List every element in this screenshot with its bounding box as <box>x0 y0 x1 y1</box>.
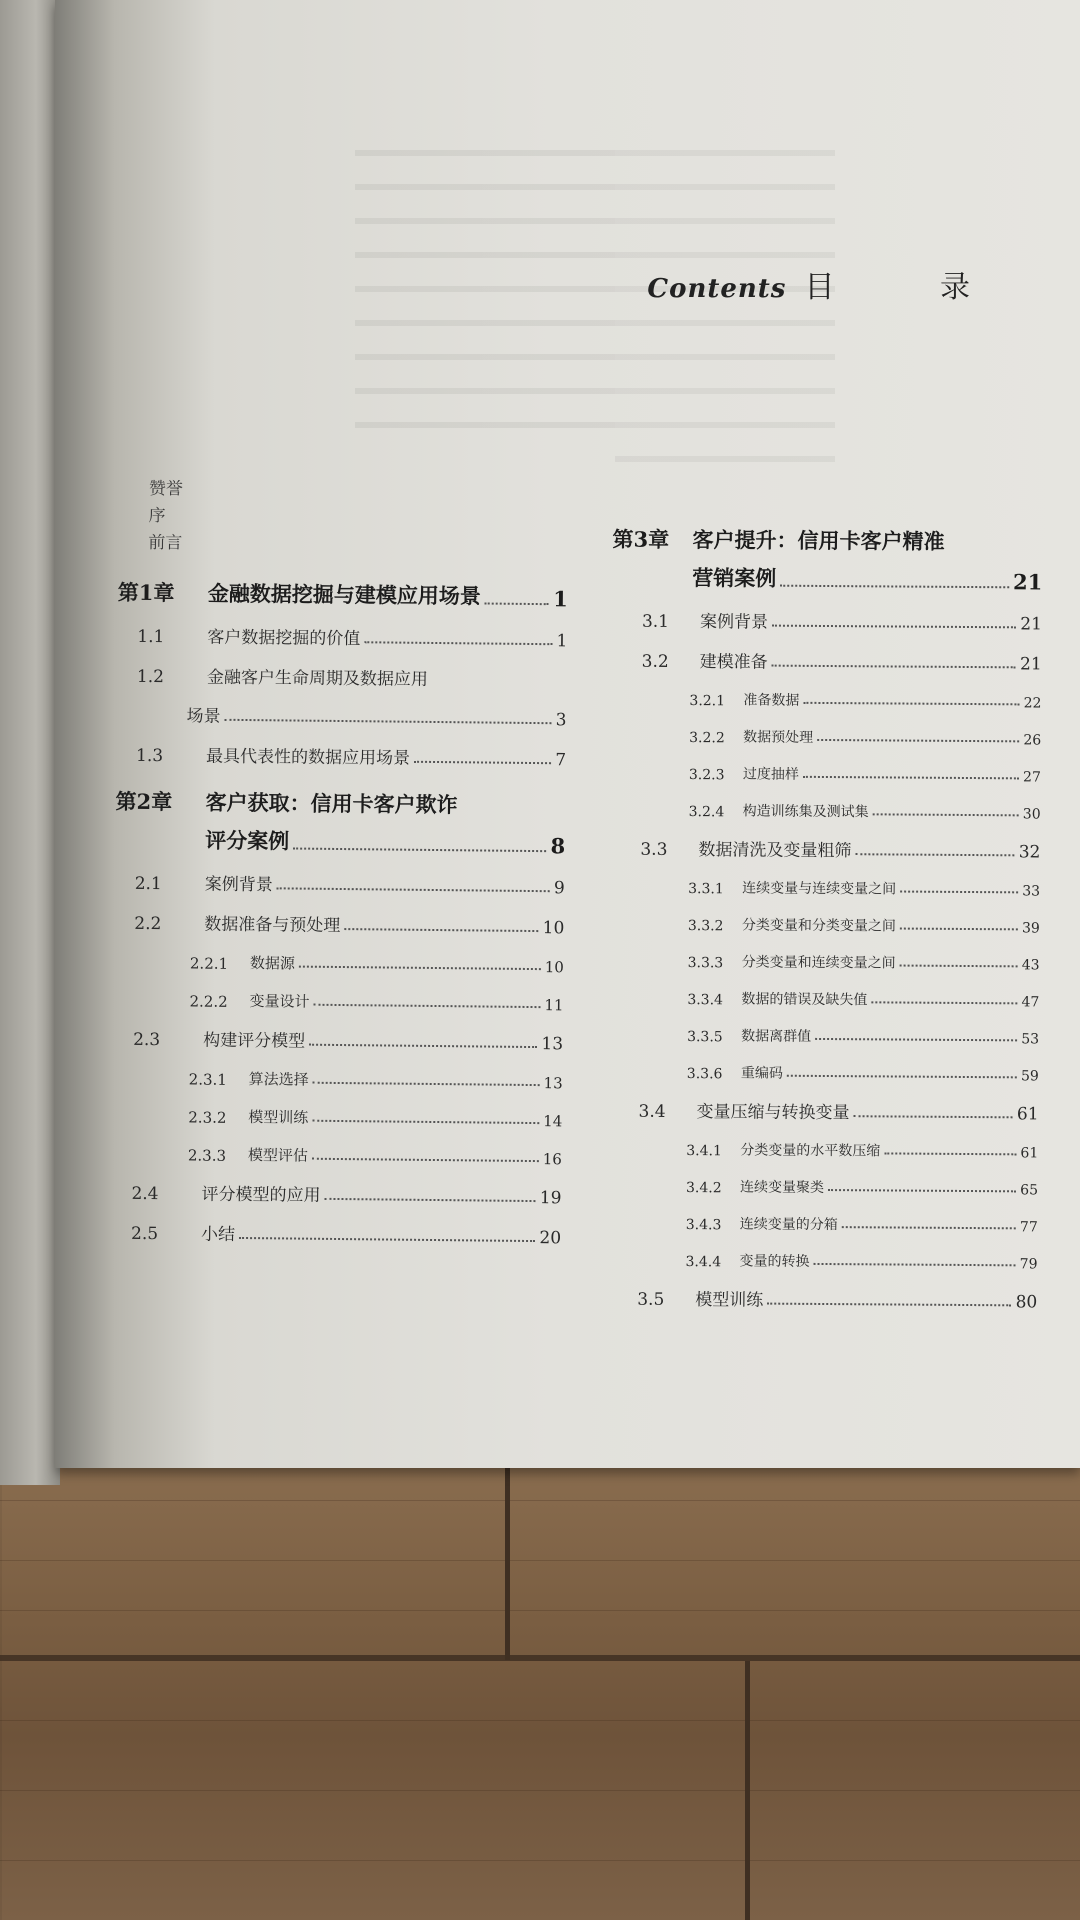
contents-word: Contents <box>647 274 787 304</box>
toc-entry-section[interactable] <box>113 1025 563 1055</box>
entry-page: 22 <box>1023 695 1042 712</box>
toc-entry-sub[interactable] <box>611 726 1041 749</box>
leader-dots <box>364 640 552 645</box>
leader-dots <box>884 1151 1016 1155</box>
entry-page: 27 <box>1023 769 1041 786</box>
leader-dots <box>309 1043 537 1048</box>
entry-number: 3.3.5 <box>687 1029 723 1046</box>
entry-page: 8 <box>550 833 566 859</box>
entry-page: 61 <box>1016 1104 1039 1125</box>
entry-title: 变量设计 <box>249 992 310 1011</box>
entry-number: 第2章 <box>115 788 173 815</box>
toc-left-list <box>111 577 568 1249</box>
entry-number: 2.3 <box>133 1029 161 1051</box>
toc-title: 目 录 <box>804 270 1018 305</box>
toc-entry-sub[interactable] <box>611 689 1041 712</box>
entry-number: 3.4.2 <box>685 1180 722 1197</box>
toc-entry-chapter[interactable] <box>115 786 565 821</box>
entry-title: 连续变量与连续变量之间 <box>742 880 897 898</box>
leader-dots <box>855 852 1014 856</box>
entry-number: 1.3 <box>135 745 164 767</box>
toc-entry-sub[interactable] <box>610 876 1040 899</box>
toc-entry-section[interactable] <box>612 607 1042 635</box>
entry-number: 3.2.1 <box>689 693 726 710</box>
entry-number: 2.3.3 <box>187 1146 227 1165</box>
leader-dots <box>312 1157 539 1162</box>
show-through <box>355 150 615 450</box>
entry-page: 10 <box>544 958 565 977</box>
front-matter-item[interactable]: 前言 <box>148 532 183 554</box>
entry-page: 53 <box>1021 1031 1040 1048</box>
entry-page: 11 <box>544 996 564 1015</box>
leader-dots <box>224 718 551 724</box>
entry-page: 47 <box>1021 994 1040 1011</box>
entry-page: 65 <box>1020 1182 1039 1199</box>
entry-title-continued: 场景 <box>186 706 221 727</box>
leader-dots <box>299 965 541 971</box>
toc-entry-sub[interactable] <box>113 1067 563 1093</box>
entry-number: 第3章 <box>612 526 670 552</box>
wood-grain <box>0 1720 1080 1721</box>
toc-entry-section[interactable] <box>116 741 566 771</box>
entry-number: 3.4.3 <box>685 1217 722 1234</box>
toc-entry-sub[interactable] <box>113 989 563 1015</box>
entry-page: 20 <box>539 1228 562 1249</box>
leader-dots <box>900 890 1018 894</box>
toc-right-list <box>607 524 1042 1313</box>
wood-grain <box>0 1790 1080 1791</box>
toc-entry-sub[interactable] <box>112 1105 562 1131</box>
wood-grain <box>0 1500 1080 1501</box>
entry-page: 33 <box>1022 883 1041 900</box>
entry-page: 1 <box>553 586 568 612</box>
toc-entry-section[interactable] <box>117 662 567 692</box>
entry-number: 3.2.3 <box>688 767 725 784</box>
toc-entry-sub[interactable] <box>611 763 1041 786</box>
entry-number: 3.3 <box>640 839 668 860</box>
entry-title: 数据源 <box>249 954 296 973</box>
entry-title: 构造训练集及测试集 <box>742 803 869 821</box>
entry-title: 客户数据挖掘的价值 <box>207 627 361 650</box>
leader-dots <box>277 886 550 892</box>
entry-page: 59 <box>1020 1068 1039 1085</box>
toc-entry-sub[interactable] <box>608 1212 1038 1235</box>
entry-page: 13 <box>541 1034 564 1055</box>
entry-title: 客户提升：信用卡客户精准 <box>692 528 945 554</box>
entry-page: 61 <box>1020 1145 1039 1162</box>
entry-number: 2.1 <box>134 873 162 895</box>
entry-page: 3 <box>555 710 567 731</box>
toc-entry-section[interactable] <box>114 909 564 939</box>
leader-dots <box>854 1114 1013 1118</box>
entry-title: 构建评分模型 <box>203 1030 306 1052</box>
entry-number: 2.5 <box>130 1223 159 1245</box>
toc-entry-sub[interactable] <box>608 1138 1038 1161</box>
leader-dots <box>344 927 538 932</box>
toc-entry-sub[interactable] <box>610 950 1040 973</box>
entry-page: 32 <box>1018 842 1041 863</box>
entry-title: 数据准备与预处理 <box>204 914 341 937</box>
entry-number: 3.4.1 <box>686 1143 722 1160</box>
toc-entry-continuation[interactable] <box>205 825 565 859</box>
entry-number: 2.3.2 <box>188 1108 227 1127</box>
toc-entry-section[interactable] <box>607 1284 1037 1312</box>
entry-page: 26 <box>1023 732 1042 749</box>
entry-title: 连续变量的分箱 <box>739 1216 838 1234</box>
entry-number: 3.3.4 <box>687 992 724 1009</box>
entry-page: 13 <box>543 1074 563 1093</box>
entry-number: 3.4 <box>638 1101 666 1122</box>
leader-dots <box>873 812 1019 816</box>
entry-title: 小结 <box>200 1224 236 1245</box>
entry-number: 3.4.4 <box>685 1254 722 1271</box>
table-seam <box>745 1661 750 1920</box>
entry-title: 变量的转换 <box>739 1253 810 1270</box>
toc-entry-section[interactable] <box>111 1219 561 1249</box>
toc-entry-continuation[interactable] <box>692 562 1042 594</box>
entry-number: 3.2.2 <box>689 730 725 747</box>
table-seam <box>0 1655 1080 1661</box>
entry-title: 分类变量和连续变量之间 <box>741 954 896 972</box>
entry-title: 准备数据 <box>743 692 800 709</box>
toc-entry-section[interactable] <box>117 622 567 652</box>
entry-page: 14 <box>543 1112 563 1131</box>
entry-page: 80 <box>1015 1292 1038 1313</box>
entry-number: 3.1 <box>641 611 670 632</box>
toc-entry-sub[interactable] <box>607 1249 1037 1272</box>
entry-number: 2.2.2 <box>189 992 228 1011</box>
leader-dots <box>815 1037 1017 1041</box>
leader-dots <box>312 1119 539 1124</box>
entry-number: 3.3.3 <box>687 955 724 972</box>
entry-page: 79 <box>1019 1256 1038 1273</box>
toc-entry-sub[interactable] <box>114 951 564 977</box>
entry-title: 客户获取：信用卡客户欺诈 <box>205 790 458 818</box>
leader-dots <box>772 664 1016 669</box>
leader-dots <box>871 1000 1017 1004</box>
entry-title: 算法选择 <box>248 1070 309 1089</box>
entry-page: 39 <box>1021 920 1040 937</box>
toc-left-column <box>111 476 569 1249</box>
leader-dots <box>803 775 1019 780</box>
entry-title: 数据预处理 <box>743 729 814 746</box>
entry-title: 重编码 <box>740 1065 783 1082</box>
entry-title: 模型训练 <box>695 1290 764 1311</box>
toc-entry-sub[interactable] <box>609 1024 1039 1047</box>
entry-number: 2.2 <box>134 913 162 935</box>
entry-page: 21 <box>1020 614 1043 635</box>
wooden-table <box>0 1460 1080 1920</box>
toc-entry-sub[interactable] <box>608 1175 1038 1198</box>
leader-dots <box>313 1081 540 1086</box>
toc-header <box>647 262 1018 306</box>
entry-number: 3.5 <box>637 1289 665 1310</box>
leader-dots <box>324 1197 535 1202</box>
wood-grain <box>0 1610 1080 1611</box>
front-matter-item[interactable]: 序 <box>148 505 166 527</box>
entry-page: 21 <box>1012 569 1043 595</box>
show-through <box>615 150 835 480</box>
leader-dots <box>780 584 1009 589</box>
entry-title: 最具代表性的数据应用场景 <box>205 746 411 769</box>
toc-entry-sub[interactable] <box>609 1061 1039 1084</box>
leader-dots <box>767 1302 1011 1307</box>
entry-title: 连续变量聚类 <box>739 1179 825 1196</box>
leader-dots <box>772 624 1016 629</box>
entry-number: 第1章 <box>117 579 175 606</box>
entry-title: 案例背景 <box>699 612 769 633</box>
entry-title: 数据离群值 <box>741 1028 812 1045</box>
toc-entry-section[interactable] <box>115 869 565 899</box>
leader-dots <box>817 738 1019 742</box>
leader-dots <box>900 927 1018 931</box>
entry-number: 2.2.1 <box>189 954 229 973</box>
entry-title: 金融客户生命周期及数据应用 <box>206 667 429 690</box>
entry-title: 数据清洗及变量粗筛 <box>698 840 852 862</box>
entry-title: 评分模型的应用 <box>201 1184 321 1206</box>
toc-entry-sub[interactable] <box>610 913 1040 936</box>
entry-page: 7 <box>555 750 567 771</box>
entry-page: 77 <box>1019 1219 1038 1236</box>
leader-dots <box>900 964 1018 968</box>
leader-dots <box>485 602 549 606</box>
entry-number: 3.2 <box>641 651 669 672</box>
book-page-edge <box>0 0 60 1485</box>
toc-entry-continuation[interactable] <box>186 701 566 730</box>
entry-title: 过度抽样 <box>742 766 799 783</box>
entry-page: 1 <box>556 631 568 652</box>
entry-number: 2.4 <box>131 1183 159 1205</box>
leader-dots <box>828 1188 1016 1192</box>
leader-dots <box>842 1225 1016 1229</box>
toc-entry-section[interactable] <box>609 1096 1039 1124</box>
entry-title: 分类变量的水平数压缩 <box>740 1142 881 1160</box>
toc-entry-section[interactable] <box>612 647 1042 675</box>
toc-entry-chapter[interactable] <box>612 524 1042 557</box>
entry-page: 43 <box>1021 957 1040 974</box>
toc-entry-section[interactable] <box>610 835 1040 863</box>
entry-page: 30 <box>1022 806 1041 823</box>
entry-page: 21 <box>1019 654 1042 675</box>
toc-right-column <box>607 504 1043 1313</box>
entry-page: 10 <box>542 918 565 939</box>
entry-number: 3.3.1 <box>688 881 724 898</box>
entry-page: 16 <box>542 1150 562 1169</box>
entry-number: 2.3.1 <box>188 1070 227 1089</box>
entry-page: 19 <box>539 1188 562 1209</box>
toc-entry-sub[interactable] <box>609 987 1039 1010</box>
entry-title: 金融数据挖掘与建模应用场景 <box>207 581 481 609</box>
toc-entry-sub[interactable] <box>112 1143 562 1169</box>
entry-title: 案例背景 <box>204 874 273 896</box>
entry-title: 变量压缩与转换变量 <box>696 1102 850 1124</box>
entry-number: 3.3.2 <box>687 918 724 935</box>
leader-dots <box>814 1262 1016 1266</box>
leader-dots <box>314 1003 541 1008</box>
entry-title: 模型训练 <box>248 1108 309 1127</box>
front-matter-item[interactable]: 赞誉 <box>148 478 183 500</box>
entry-title: 建模准备 <box>699 652 768 673</box>
leader-dots <box>239 1236 535 1242</box>
toc-entry-chapter[interactable] <box>118 577 568 612</box>
entry-number: 3.2.4 <box>688 804 725 821</box>
entry-title-continued: 评分案例 <box>205 828 290 854</box>
wood-grain <box>0 1560 1080 1561</box>
entry-page: 9 <box>553 878 565 899</box>
leader-dots <box>414 760 551 764</box>
toc-entry-sub[interactable] <box>611 800 1041 823</box>
toc-entry-section[interactable] <box>111 1179 561 1209</box>
entry-title: 模型评估 <box>247 1146 309 1165</box>
entry-title-continued: 营销案例 <box>692 566 777 591</box>
entry-number: 1.2 <box>136 666 165 688</box>
leader-dots <box>293 847 546 853</box>
entry-number: 3.3.6 <box>686 1066 723 1083</box>
entry-title: 数据的错误及缺失值 <box>741 991 868 1009</box>
entry-number: 1.1 <box>137 626 165 648</box>
leader-dots <box>787 1074 1017 1079</box>
wood-grain <box>0 1860 1080 1861</box>
entry-title: 分类变量和分类变量之间 <box>741 917 896 935</box>
table-seam <box>505 1460 510 1660</box>
leader-dots <box>803 701 1019 706</box>
front-matter <box>148 476 569 561</box>
